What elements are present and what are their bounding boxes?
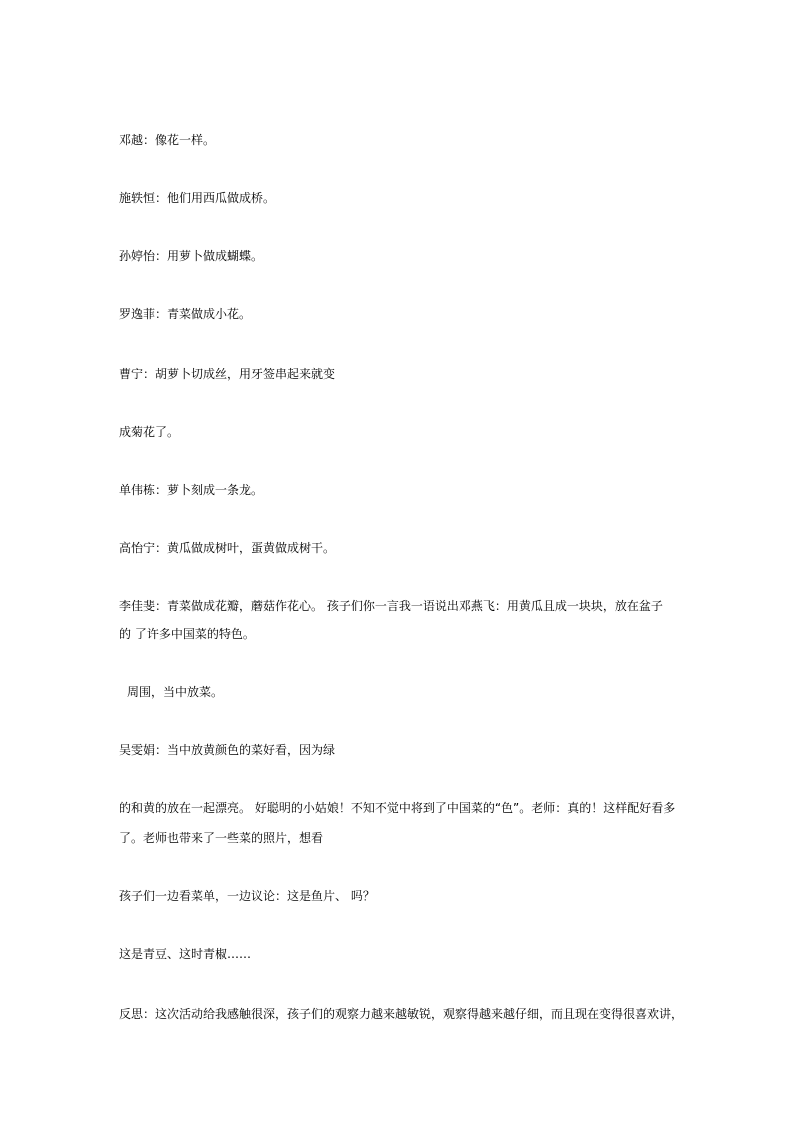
text-line-9: 李佳斐：青菜做成花瓣，蘑菇作花心。 孩子们你一言我一语说出邓燕飞：用黄瓜且成一块块，放在盆子 bbox=[119, 599, 663, 613]
text-line-2: 施轶恒：他们用西瓜做成桥。 bbox=[119, 191, 276, 205]
text-line-1: 邓越：像花一样。 bbox=[119, 133, 216, 147]
text-line-3: 孙婷怡：用萝卜做成蝴蝶。 bbox=[119, 249, 264, 263]
text-line-14: 了。老师也带来了一些菜的照片，想看 bbox=[119, 831, 324, 845]
text-line-13: 的和黄的放在一起漂亮。 好聪明的小姑娘！不知不觉中将到了中国菜的“色”。老师：真的！这样配好看多 bbox=[119, 801, 676, 815]
text-line-11: 周围，当中放菜。 bbox=[127, 685, 224, 699]
text-line-10: 的 了许多中国菜的特色。 bbox=[119, 627, 255, 641]
text-line-5: 曹宁：胡萝卜切成丝，用牙签串起来就变 bbox=[119, 367, 336, 381]
text-line-7: 单伟栋：萝卜刻成一条龙。 bbox=[119, 483, 264, 497]
text-line-16: 这是青豆、这时青椒…… bbox=[119, 947, 252, 961]
text-line-12: 吴雯娟：当中放黄颜色的菜好看，因为绿 bbox=[119, 743, 336, 757]
text-line-4: 罗逸菲：青菜做成小花。 bbox=[119, 307, 252, 321]
text-line-6: 成菊花了。 bbox=[119, 425, 180, 439]
text-line-8: 高怡宁：黄瓜做成树叶，蛋黄做成树干。 bbox=[119, 541, 336, 555]
text-line-15: 孩子们一边看菜单，一边议论：这是鱼片、 吗？ bbox=[119, 889, 375, 903]
text-line-17: 反思：这次活动给我感触很深，孩子们的观察力越来越敏锐，观察得越来越仔细，而且现在变得很喜欢讲， bbox=[119, 1007, 684, 1021]
